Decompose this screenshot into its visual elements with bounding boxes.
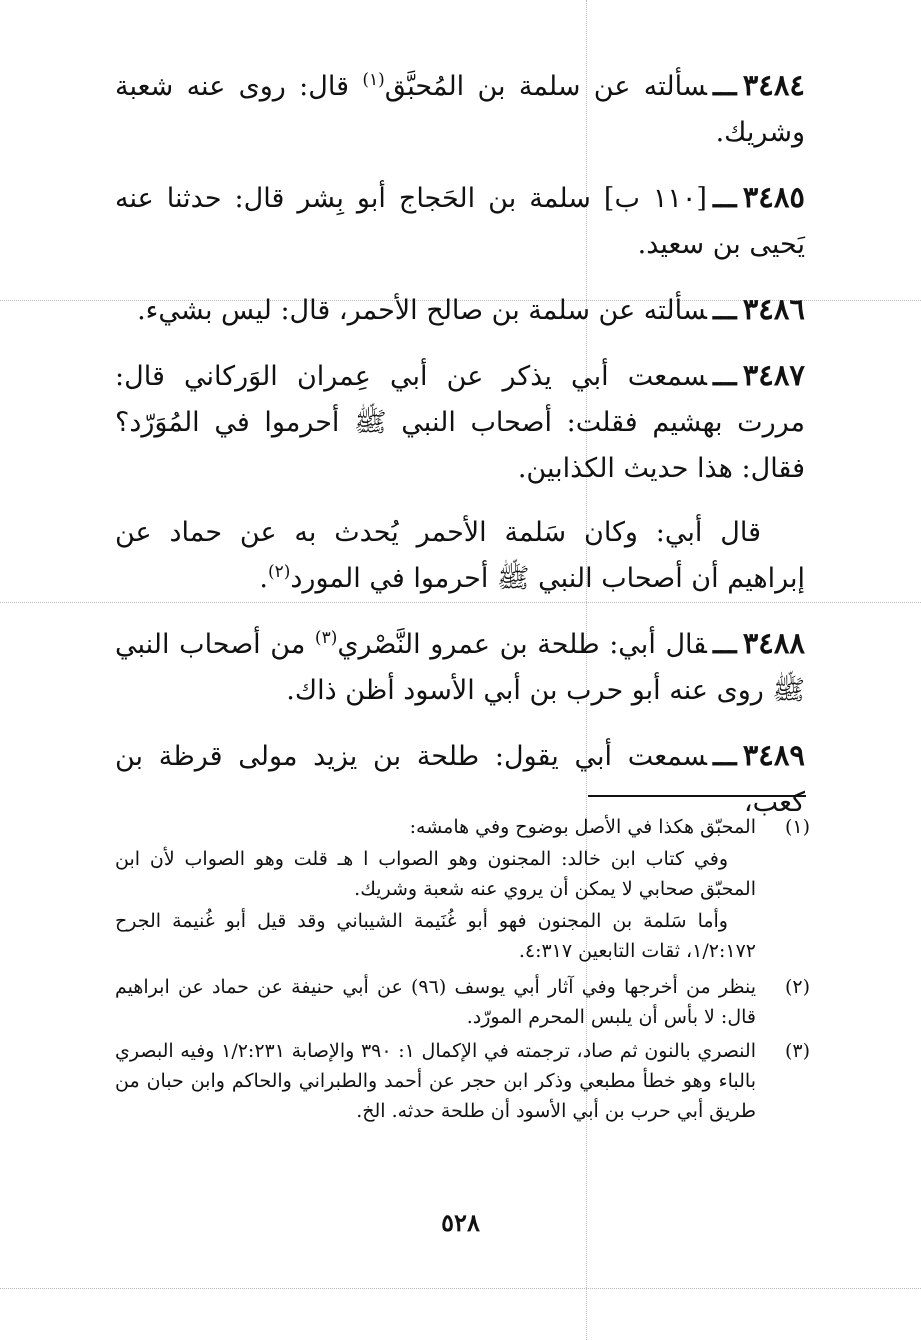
entry-dash: ـــ — [712, 183, 737, 214]
entry-3485 — [115, 174, 805, 268]
footnote-ref[interactable]: (٣) — [314, 628, 338, 648]
footnote-body: ينظر من أخرجها وفي آثار أبي يوسف (٩٦) عن أبي حنيفة عن حماد عن ابراهيم قال: لا بأس أن يلبس المحرم المورّد. — [115, 976, 756, 1028]
entry-text: سمعت أبي يذكر عن أبي عِمران الوَركاني قال: مررت بهشيم فقلت: أصحاب النبي ﷺ أحرموا في المُوَرّد؟ فقال: هذا حديث الكذابين. — [115, 361, 805, 484]
paragraph-end: . — [259, 563, 268, 594]
footnote-separator — [588, 795, 806, 797]
entry-dash: ـــ — [712, 361, 737, 392]
footnote-body — [115, 812, 756, 968]
entry-3487 — [115, 352, 805, 492]
entry-number: ٣٤٨٨ — [742, 626, 805, 660]
entry-number: ٣٤٨٧ — [742, 358, 805, 392]
entry-number: ٣٤٨٦ — [742, 292, 805, 326]
footnote-3 — [115, 1036, 810, 1126]
footnote-ref[interactable]: (٢) — [267, 562, 291, 582]
entry-3484 — [115, 62, 805, 156]
entry-number: ٣٤٨٥ — [742, 180, 805, 214]
footnote-line: وأما سَلمة بن المجنون فهو أبو غُنَيمة الشيباني وقد قيل أبو غُنيمة الجرح ١/٢:١٧٢، ثقات التابعين ٤:٣١٧. — [115, 910, 756, 962]
footnote-line: وفي كتاب ابن خالد: المجنون وهو الصواب ا هـ قلت وهو الصواب لأن ابن المحبّق صحابي لا يمكن أن يروي عنه شعبة وشريك. — [115, 848, 756, 900]
entry-3486 — [115, 286, 805, 334]
entry-dash: ـــ — [712, 629, 737, 660]
entry-3488 — [115, 620, 805, 714]
entry-text: من أصحاب النبي ﷺ روى عنه أبو حرب بن أبي الأسود أظن ذاك. — [115, 629, 805, 706]
entry-text: قال: روى عنه شعبة وشريك. — [115, 71, 805, 148]
footnote-label: (٣) — [784, 1040, 810, 1062]
paragraph-text: قال أبي: وكان سَلمة الأحمر يُحدث به عن حماد عن إبراهيم أن أصحاب النبي ﷺ أحرموا في المورد — [115, 517, 805, 594]
footnotes — [115, 812, 810, 1130]
entry-text: [١١٠ ب] سلمة بن الحَجاج أبو بِشر قال: حدثنا عنه يَحيى بن سعيد. — [115, 183, 805, 260]
main-text — [115, 62, 805, 844]
footnote-ref[interactable]: (١) — [362, 70, 385, 90]
footnote-line: المحبّق هكذا في الأصل بوضوح وفي هامشه: — [409, 816, 756, 838]
entry-text: سمعت أبي يقول: طلحة بن يزيد مولى قرظة بن كعب، — [115, 741, 805, 818]
entry-dash: ـــ — [712, 71, 737, 102]
entry-text: قال أبي: طلحة بن عمرو النَّصْري — [337, 629, 707, 660]
entry-text: سألته عن سلمة بن صالح الأحمر، قال: ليس بشيء. — [137, 295, 707, 326]
footnote-label: (٢) — [784, 976, 810, 998]
commentary-paragraph — [115, 510, 805, 602]
entry-number: ٣٤٨٩ — [742, 738, 805, 772]
footnote-2 — [115, 972, 810, 1032]
entry-dash: ـــ — [712, 295, 737, 326]
scan-guide-line — [0, 1288, 921, 1289]
page-number: ٥٢٨ — [441, 1208, 480, 1237]
footnote-label: (١) — [784, 816, 810, 838]
footnote-body: النصري بالنون ثم صاد، ترجمته في الإكمال ١: ٣٩٠ والإصابة ١/٢:٢٣١ وفيه البصري بالباء وهو خطأ مطبعي وذكر ابن حجر عن أحمد والطبراني والحاكم وابن حبان من طريق أبي حرب بن أبي الأسود أن طلحة حدثه. الخ. — [115, 1040, 756, 1122]
entry-number: ٣٤٨٤ — [742, 68, 805, 102]
footnote-1 — [115, 812, 810, 968]
entry-dash: ـــ — [712, 741, 737, 772]
entry-text: سألته عن سلمة بن المُحبَّق — [384, 71, 707, 102]
